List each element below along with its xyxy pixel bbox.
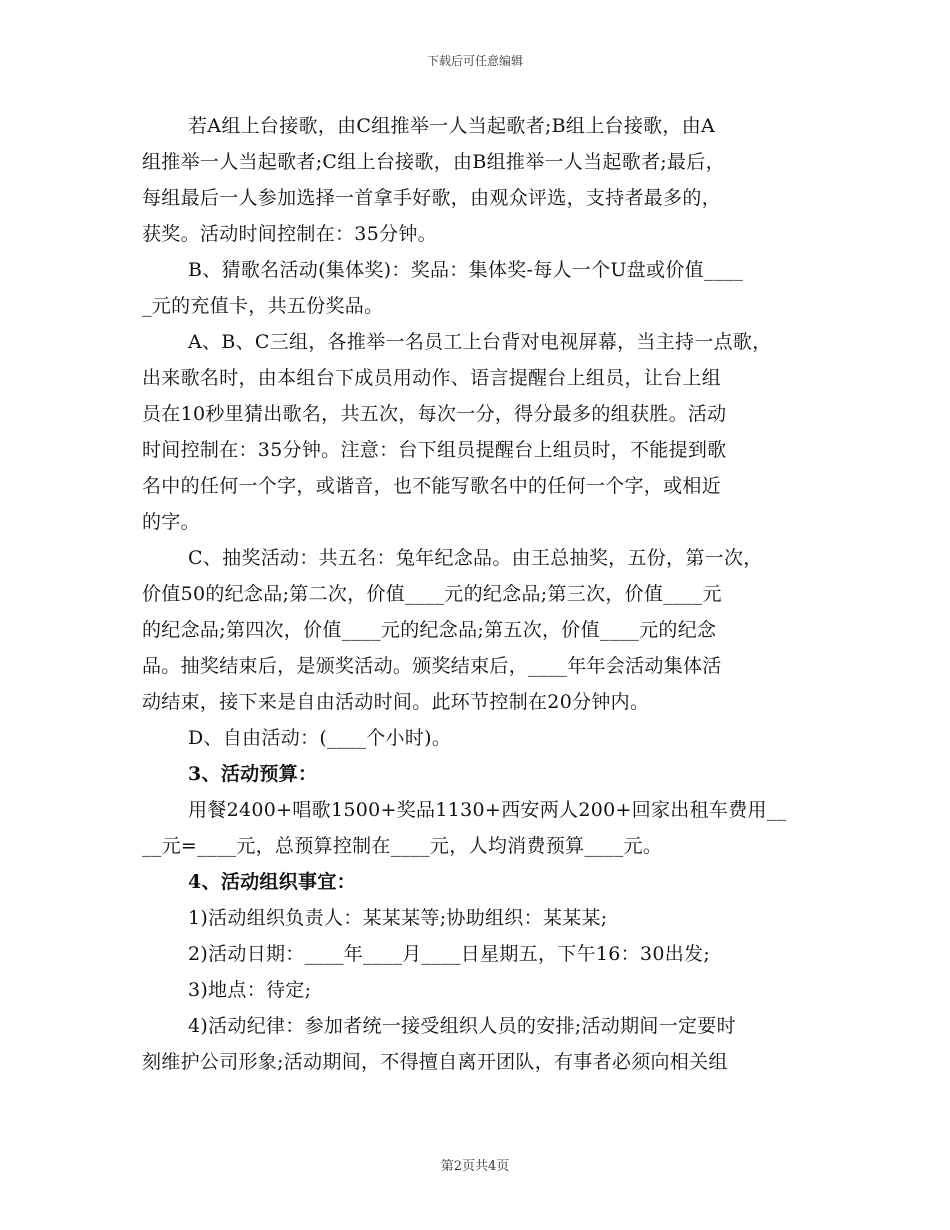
paragraph (142, 324, 814, 540)
text-line: _元的充值卡，共五份奖品。 (142, 295, 384, 317)
text-line: D、自由活动：(____个小时)。 (188, 727, 452, 749)
text-line: 2)活动日期：____年____月____日星期五，下午16：30出发; (188, 943, 711, 965)
page-header: 下载后可任意编辑 (426, 54, 523, 68)
paragraph (142, 108, 814, 252)
text-line: 名中的任何一个字，或谐音，也不能写歌名中的任何一个字，或相近 (142, 475, 722, 497)
text-line: 的纪念品;第四次，价值____元的纪念品;第五次，价值____元的纪念 (142, 619, 717, 641)
text-line: 时间控制在：35分钟。注意：台下组员提醒台上组员时，不能提到歌 (142, 439, 727, 461)
text-line: 出来歌名时，由本组台下成员用动作、语言提醒台上组员，让台上组 (142, 367, 722, 389)
paragraph (142, 540, 814, 720)
text-line: 员在10秒里猜出歌名，共五次，每次一分，得分最多的组获胜。活动 (142, 403, 727, 425)
section-heading (142, 756, 814, 792)
text-line: C、抽奖活动：共五名：兔年纪念品。由王总抽奖，五份，第一次， (188, 547, 763, 569)
paragraph (142, 720, 814, 756)
paragraph (142, 936, 814, 972)
text-line: 3、活动预算： (188, 763, 318, 785)
text-line: 4、活动组织事宜： (188, 871, 356, 893)
text-line: B、猜歌名活动(集体奖)：奖品：集体奖-每人一个U盘或价值____ (188, 259, 744, 281)
text-line: 3)地点：待定; (188, 979, 312, 1001)
text-line: 获奖。活动时间控制在：35分钟。 (142, 223, 437, 245)
paragraph (142, 1008, 814, 1080)
text-line: 组推举一人当起歌者;C组上台接歌，由B组推举一人当起歌者;最后， (142, 151, 725, 173)
text-line: A、B、C三组，各推举一名员工上台背对电视屏幕，当主持一点歌， (188, 331, 772, 353)
text-line: 品。抽奖结束后，是颁奖活动。颁奖结束后，____年年会活动集体活 (142, 655, 722, 677)
text-line: 4)活动纪律：参加者统一接受组织人员的安排;活动期间一定要时 (188, 1015, 736, 1037)
paragraph (142, 792, 814, 864)
document-body (142, 108, 814, 1080)
page-footer: 第2页共4页 (440, 1159, 510, 1174)
section-heading (142, 864, 814, 900)
text-line: 的字。 (142, 511, 200, 533)
text-line: 刻维护公司形象;活动期间，不得擅自离开团队，有事者必须向相关组 (142, 1051, 728, 1073)
text-line: 用餐2400+唱歌1500+奖品1130+西安两人200+回家出租车费用__ (188, 799, 787, 821)
text-line: 价值50的纪念品;第二次，价值____元的纪念品;第三次，价值____元 (142, 583, 722, 605)
text-line: 动结束，接下来是自由活动时间。此环节控制在20分钟内。 (142, 691, 650, 713)
paragraph (142, 972, 814, 1008)
text-line: 每组最后一人参加选择一首拿手好歌，由观众评选，支持者最多的， (142, 187, 722, 209)
text-line: __元=____元，总预算控制在____元，人均消费预算____元。 (142, 835, 663, 857)
paragraph (142, 900, 814, 936)
text-line: 1)活动组织负责人：某某某等;协助组织：某某某; (188, 907, 608, 929)
text-line: 若A组上台接歌，由C组推举一人当起歌者;B组上台接歌，由A (188, 115, 716, 137)
paragraph (142, 252, 814, 324)
